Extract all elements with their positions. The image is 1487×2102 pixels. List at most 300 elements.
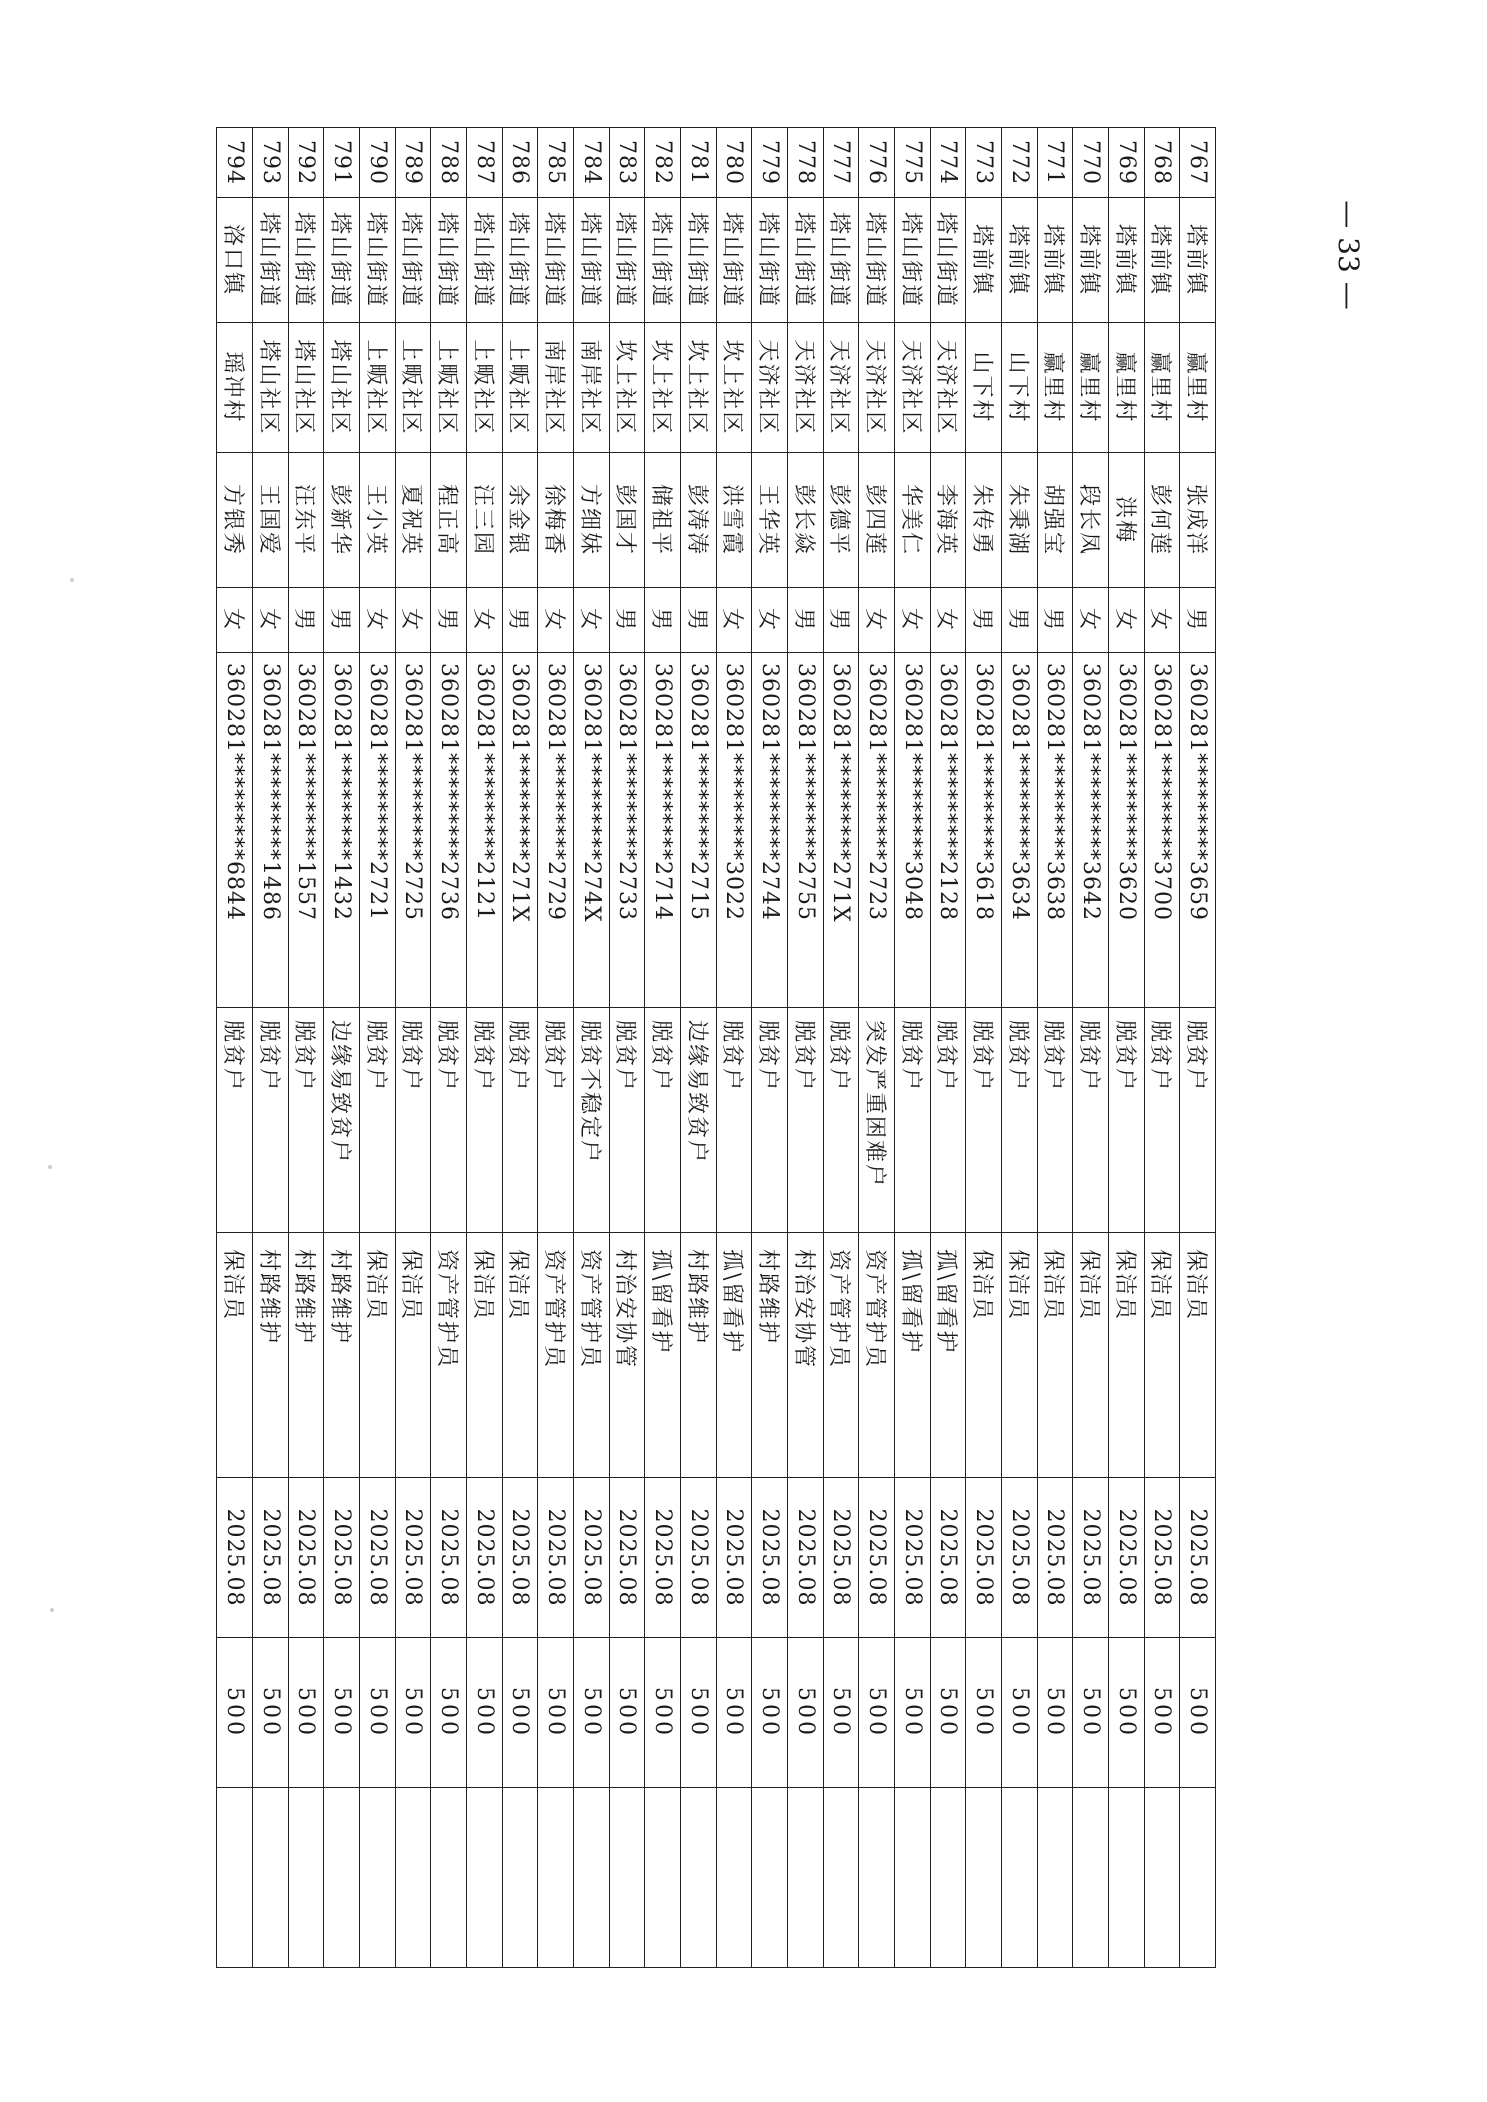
cell-remarks	[966, 1788, 1002, 1968]
cell-gender: 女	[573, 588, 609, 653]
table-row	[1180, 128, 1216, 1968]
cell-date: 2025.08	[894, 1478, 930, 1638]
cell-serial-number: 767	[1180, 128, 1216, 198]
cell-remarks	[1073, 1788, 1109, 1968]
cell-date: 2025.08	[1180, 1478, 1216, 1638]
cell-village: 塔山社区	[288, 323, 324, 453]
cell-person-name: 华美仁	[894, 453, 930, 588]
cell-household-category: 脱贫户	[1037, 1008, 1073, 1233]
cell-remarks	[1037, 1788, 1073, 1968]
cell-person-name: 段长凤	[1073, 453, 1109, 588]
cell-id-number: 360281*********271X	[502, 653, 538, 1008]
cell-job-position: 保洁员	[1001, 1233, 1037, 1478]
cell-date: 2025.08	[502, 1478, 538, 1638]
cell-gender: 男	[645, 588, 681, 653]
cell-village: 上畈社区	[431, 323, 467, 453]
cell-person-name: 夏祝英	[395, 453, 431, 588]
cell-id-number: 360281*********3618	[966, 653, 1002, 1008]
cell-village: 瑶冲村	[217, 323, 253, 453]
cell-id-number: 360281*********3638	[1037, 653, 1073, 1008]
cell-serial-number: 782	[645, 128, 681, 198]
cell-remarks	[859, 1788, 895, 1968]
cell-amount: 500	[645, 1638, 681, 1788]
cell-gender: 女	[252, 588, 288, 653]
cell-id-number: 360281*********1486	[252, 653, 288, 1008]
cell-amount: 500	[288, 1638, 324, 1788]
cell-serial-number: 787	[466, 128, 502, 198]
cell-village: 天济社区	[787, 323, 823, 453]
cell-job-position: 保洁员	[1180, 1233, 1216, 1478]
cell-town: 塔山街道	[431, 198, 467, 323]
cell-gender: 男	[502, 588, 538, 653]
cell-amount: 500	[680, 1638, 716, 1788]
cell-village: 天济社区	[894, 323, 930, 453]
cell-date: 2025.08	[966, 1478, 1002, 1638]
cell-household-category: 脱贫户	[787, 1008, 823, 1233]
cell-gender: 女	[466, 588, 502, 653]
table-row	[752, 128, 788, 1968]
cell-town: 塔山街道	[252, 198, 288, 323]
cell-gender: 女	[859, 588, 895, 653]
table-row	[859, 128, 895, 1968]
table-row	[787, 128, 823, 1968]
cell-household-category: 脱贫户	[894, 1008, 930, 1233]
cell-remarks	[894, 1788, 930, 1968]
cell-gender: 男	[1037, 588, 1073, 653]
cell-date: 2025.08	[217, 1478, 253, 1638]
cell-date: 2025.08	[1073, 1478, 1109, 1638]
cell-job-position: 村路维护	[680, 1233, 716, 1478]
cell-gender: 男	[609, 588, 645, 653]
table-row	[1073, 128, 1109, 1968]
cell-town: 塔前镇	[1037, 198, 1073, 323]
cell-job-position: 保洁员	[1108, 1233, 1144, 1478]
cell-household-category: 脱贫不稳定户	[573, 1008, 609, 1233]
cell-gender: 女	[716, 588, 752, 653]
table-row	[1001, 128, 1037, 1968]
scan-speck	[48, 1165, 52, 1169]
cell-serial-number: 793	[252, 128, 288, 198]
cell-amount: 500	[431, 1638, 467, 1788]
cell-gender: 女	[1144, 588, 1180, 653]
cell-person-name: 汪东平	[288, 453, 324, 588]
cell-gender: 女	[359, 588, 395, 653]
cell-household-category: 脱贫户	[431, 1008, 467, 1233]
cell-id-number: 360281*********2729	[538, 653, 574, 1008]
cell-gender: 女	[1073, 588, 1109, 653]
cell-id-number: 360281*********2725	[395, 653, 431, 1008]
cell-village: 赢里村	[1073, 323, 1109, 453]
cell-job-position: 村路维护	[288, 1233, 324, 1478]
cell-town: 塔山街道	[645, 198, 681, 323]
cell-household-category: 脱贫户	[645, 1008, 681, 1233]
cell-household-category: 脱贫户	[1001, 1008, 1037, 1233]
cell-job-position: 孤\留看护	[716, 1233, 752, 1478]
cell-village: 坎上社区	[716, 323, 752, 453]
cell-amount: 500	[395, 1638, 431, 1788]
table-row	[395, 128, 431, 1968]
cell-serial-number: 768	[1144, 128, 1180, 198]
cell-town: 塔前镇	[966, 198, 1002, 323]
cell-id-number: 360281*********2721	[359, 653, 395, 1008]
cell-gender: 男	[1001, 588, 1037, 653]
table-row	[680, 128, 716, 1968]
cell-village: 山下村	[1001, 323, 1037, 453]
cell-household-category: 脱贫户	[930, 1008, 966, 1233]
cell-id-number: 360281*********2736	[431, 653, 467, 1008]
cell-town: 塔前镇	[1108, 198, 1144, 323]
cell-gender: 男	[431, 588, 467, 653]
cell-town: 塔山街道	[359, 198, 395, 323]
cell-remarks	[252, 1788, 288, 1968]
cell-town: 洛口镇	[217, 198, 253, 323]
cell-household-category: 边缘易致贫户	[324, 1008, 360, 1233]
cell-remarks	[1144, 1788, 1180, 1968]
cell-remarks	[431, 1788, 467, 1968]
cell-person-name: 徐梅香	[538, 453, 574, 588]
cell-town: 塔山街道	[573, 198, 609, 323]
cell-village: 山下村	[966, 323, 1002, 453]
cell-remarks	[466, 1788, 502, 1968]
cell-job-position: 保洁员	[966, 1233, 1002, 1478]
table-row	[1037, 128, 1073, 1968]
cell-town: 塔山街道	[823, 198, 859, 323]
cell-household-category: 脱贫户	[966, 1008, 1002, 1233]
cell-job-position: 保洁员	[217, 1233, 253, 1478]
cell-date: 2025.08	[395, 1478, 431, 1638]
cell-village: 天济社区	[823, 323, 859, 453]
cell-village: 天济社区	[859, 323, 895, 453]
cell-remarks	[217, 1788, 253, 1968]
table-row	[538, 128, 574, 1968]
cell-person-name: 朱秉湖	[1001, 453, 1037, 588]
cell-person-name: 彭涛涛	[680, 453, 716, 588]
cell-remarks	[395, 1788, 431, 1968]
table-row	[716, 128, 752, 1968]
cell-job-position: 孤\留看护	[894, 1233, 930, 1478]
cell-serial-number: 773	[966, 128, 1002, 198]
cell-remarks	[324, 1788, 360, 1968]
cell-household-category: 脱贫户	[395, 1008, 431, 1233]
cell-household-category: 脱贫户	[716, 1008, 752, 1233]
cell-remarks	[502, 1788, 538, 1968]
cell-id-number: 360281*********2723	[859, 653, 895, 1008]
cell-job-position: 保洁员	[1073, 1233, 1109, 1478]
cell-remarks	[716, 1788, 752, 1968]
cell-amount: 500	[466, 1638, 502, 1788]
cell-town: 塔前镇	[1180, 198, 1216, 323]
table-rotator	[216, 127, 1216, 1967]
cell-job-position: 资产管护员	[431, 1233, 467, 1478]
cell-serial-number: 790	[359, 128, 395, 198]
cell-date: 2025.08	[324, 1478, 360, 1638]
cell-serial-number: 785	[538, 128, 574, 198]
cell-remarks	[823, 1788, 859, 1968]
cell-person-name: 彭国才	[609, 453, 645, 588]
cell-serial-number: 786	[502, 128, 538, 198]
cell-amount: 500	[1037, 1638, 1073, 1788]
cell-gender: 女	[395, 588, 431, 653]
cell-date: 2025.08	[288, 1478, 324, 1638]
cell-household-category: 脱贫户	[1144, 1008, 1180, 1233]
cell-amount: 500	[787, 1638, 823, 1788]
table-row	[217, 128, 253, 1968]
cell-id-number: 360281*********2744	[752, 653, 788, 1008]
cell-date: 2025.08	[466, 1478, 502, 1638]
cell-person-name: 方银秀	[217, 453, 253, 588]
cell-town: 塔山街道	[466, 198, 502, 323]
cell-serial-number: 777	[823, 128, 859, 198]
cell-serial-number: 770	[1073, 128, 1109, 198]
cell-person-name: 胡强宝	[1037, 453, 1073, 588]
cell-person-name: 彭何莲	[1144, 453, 1180, 588]
cell-household-category: 脱贫户	[609, 1008, 645, 1233]
cell-person-name: 洪雪霞	[716, 453, 752, 588]
cell-serial-number: 788	[431, 128, 467, 198]
cell-job-position: 保洁员	[502, 1233, 538, 1478]
table-row	[930, 128, 966, 1968]
cell-remarks	[1001, 1788, 1037, 1968]
cell-gender: 男	[288, 588, 324, 653]
cell-date: 2025.08	[930, 1478, 966, 1638]
cell-household-category: 脱贫户	[288, 1008, 324, 1233]
cell-remarks	[680, 1788, 716, 1968]
table-row	[359, 128, 395, 1968]
cell-village: 坎上社区	[609, 323, 645, 453]
cell-household-category: 脱贫户	[1108, 1008, 1144, 1233]
table-row	[645, 128, 681, 1968]
cell-id-number: 360281*********6844	[217, 653, 253, 1008]
cell-job-position: 村治安协管	[609, 1233, 645, 1478]
rotated-table-container	[216, 127, 1216, 1967]
cell-amount: 500	[1073, 1638, 1109, 1788]
cell-date: 2025.08	[716, 1478, 752, 1638]
cell-town: 塔山街道	[716, 198, 752, 323]
cell-village: 赢里村	[1144, 323, 1180, 453]
cell-gender: 男	[823, 588, 859, 653]
cell-gender: 女	[752, 588, 788, 653]
cell-remarks	[787, 1788, 823, 1968]
cell-person-name: 方细妹	[573, 453, 609, 588]
table-row	[466, 128, 502, 1968]
cell-amount: 500	[1001, 1638, 1037, 1788]
cell-amount: 500	[217, 1638, 253, 1788]
cell-village: 赢里村	[1180, 323, 1216, 453]
scan-speck	[70, 578, 74, 582]
cell-job-position: 孤\留看护	[645, 1233, 681, 1478]
cell-household-category: 脱贫户	[359, 1008, 395, 1233]
cell-person-name: 张成洋	[1180, 453, 1216, 588]
cell-person-name: 彭四莲	[859, 453, 895, 588]
cell-gender: 男	[680, 588, 716, 653]
cell-remarks	[1108, 1788, 1144, 1968]
cell-id-number: 360281*********3620	[1108, 653, 1144, 1008]
cell-id-number: 360281*********1557	[288, 653, 324, 1008]
cell-serial-number: 789	[395, 128, 431, 198]
cell-date: 2025.08	[859, 1478, 895, 1638]
cell-amount: 500	[538, 1638, 574, 1788]
cell-person-name: 彭长焱	[787, 453, 823, 588]
cell-amount: 500	[966, 1638, 1002, 1788]
cell-amount: 500	[502, 1638, 538, 1788]
cell-date: 2025.08	[573, 1478, 609, 1638]
cell-amount: 500	[324, 1638, 360, 1788]
cell-job-position: 保洁员	[1144, 1233, 1180, 1478]
cell-town: 塔山街道	[859, 198, 895, 323]
cell-id-number: 360281*********2121	[466, 653, 502, 1008]
cell-town: 塔山街道	[752, 198, 788, 323]
cell-amount: 500	[573, 1638, 609, 1788]
cell-date: 2025.08	[787, 1478, 823, 1638]
table-row	[894, 128, 930, 1968]
cell-id-number: 360281*********3659	[1180, 653, 1216, 1008]
cell-date: 2025.08	[252, 1478, 288, 1638]
cell-job-position: 保洁员	[359, 1233, 395, 1478]
cell-person-name: 程正高	[431, 453, 467, 588]
table-row	[966, 128, 1002, 1968]
cell-household-category: 边缘易致贫户	[680, 1008, 716, 1233]
cell-person-name: 彭新华	[324, 453, 360, 588]
cell-person-name: 彭德平	[823, 453, 859, 588]
cell-village: 上畈社区	[502, 323, 538, 453]
cell-job-position: 资产管护员	[538, 1233, 574, 1478]
cell-amount: 500	[859, 1638, 895, 1788]
cell-village: 南岸社区	[538, 323, 574, 453]
cell-household-category: 脱贫户	[752, 1008, 788, 1233]
cell-serial-number: 780	[716, 128, 752, 198]
cell-person-name: 李海英	[930, 453, 966, 588]
cell-amount: 500	[1180, 1638, 1216, 1788]
cell-remarks	[645, 1788, 681, 1968]
cell-job-position: 资产管护员	[573, 1233, 609, 1478]
cell-id-number: 360281*********3048	[894, 653, 930, 1008]
cell-job-position: 保洁员	[1037, 1233, 1073, 1478]
table-row	[573, 128, 609, 1968]
cell-household-category: 脱贫户	[1180, 1008, 1216, 1233]
cell-job-position: 村治安协管	[787, 1233, 823, 1478]
cell-date: 2025.08	[1037, 1478, 1073, 1638]
cell-amount: 500	[1144, 1638, 1180, 1788]
cell-household-category: 脱贫户	[502, 1008, 538, 1233]
cell-person-name: 王小英	[359, 453, 395, 588]
cell-id-number: 360281*********2715	[680, 653, 716, 1008]
cell-remarks	[538, 1788, 574, 1968]
cell-town: 塔前镇	[1073, 198, 1109, 323]
cell-date: 2025.08	[538, 1478, 574, 1638]
cell-gender: 男	[1180, 588, 1216, 653]
cell-gender: 女	[217, 588, 253, 653]
cell-person-name: 洪梅	[1108, 453, 1144, 588]
cell-job-position: 资产管护员	[823, 1233, 859, 1478]
table-row	[288, 128, 324, 1968]
cell-serial-number: 771	[1037, 128, 1073, 198]
cell-household-category: 脱贫户	[823, 1008, 859, 1233]
cell-person-name: 储祖平	[645, 453, 681, 588]
cell-village: 南岸社区	[573, 323, 609, 453]
cell-job-position: 村路维护	[324, 1233, 360, 1478]
cell-id-number: 360281*********274X	[573, 653, 609, 1008]
cell-id-number: 360281*********271X	[823, 653, 859, 1008]
cell-household-category: 脱贫户	[252, 1008, 288, 1233]
cell-id-number: 360281*********3022	[716, 653, 752, 1008]
cell-amount: 500	[716, 1638, 752, 1788]
cell-town: 塔前镇	[1144, 198, 1180, 323]
cell-job-position: 村路维护	[752, 1233, 788, 1478]
cell-village: 赢里村	[1108, 323, 1144, 453]
cell-village: 塔山社区	[324, 323, 360, 453]
cell-amount: 500	[894, 1638, 930, 1788]
cell-gender: 男	[787, 588, 823, 653]
cell-person-name: 朱传勇	[966, 453, 1002, 588]
cell-remarks	[609, 1788, 645, 1968]
cell-date: 2025.08	[1001, 1478, 1037, 1638]
page-number-container	[1328, 190, 1368, 320]
table-row	[609, 128, 645, 1968]
cell-job-position: 村路维护	[252, 1233, 288, 1478]
cell-date: 2025.08	[1144, 1478, 1180, 1638]
cell-remarks	[573, 1788, 609, 1968]
cell-household-category: 脱贫户	[1073, 1008, 1109, 1233]
cell-serial-number: 778	[787, 128, 823, 198]
cell-household-category: 脱贫户	[538, 1008, 574, 1233]
cell-date: 2025.08	[1108, 1478, 1144, 1638]
cell-job-position: 孤\留看护	[930, 1233, 966, 1478]
cell-village: 坎上社区	[645, 323, 681, 453]
scan-speck	[50, 1608, 54, 1612]
cell-town: 塔山街道	[538, 198, 574, 323]
cell-serial-number: 784	[573, 128, 609, 198]
cell-person-name: 余金银	[502, 453, 538, 588]
cell-remarks	[1180, 1788, 1216, 1968]
cell-village: 上畈社区	[466, 323, 502, 453]
cell-serial-number: 775	[894, 128, 930, 198]
cell-amount: 500	[1108, 1638, 1144, 1788]
cell-gender: 女	[1108, 588, 1144, 653]
cell-town: 塔山街道	[787, 198, 823, 323]
cell-person-name: 王国爱	[252, 453, 288, 588]
cell-amount: 500	[609, 1638, 645, 1788]
cell-town: 塔山街道	[680, 198, 716, 323]
cell-serial-number: 791	[324, 128, 360, 198]
cell-job-position: 保洁员	[395, 1233, 431, 1478]
cell-amount: 500	[752, 1638, 788, 1788]
cell-town: 塔山街道	[395, 198, 431, 323]
cell-person-name: 王华英	[752, 453, 788, 588]
cell-serial-number: 776	[859, 128, 895, 198]
cell-village: 天济社区	[930, 323, 966, 453]
cell-date: 2025.08	[359, 1478, 395, 1638]
cell-id-number: 360281*********3634	[1001, 653, 1037, 1008]
page-number: — 33 —	[1332, 200, 1365, 310]
cell-gender: 女	[538, 588, 574, 653]
cell-town: 塔山街道	[930, 198, 966, 323]
cell-job-position: 保洁员	[466, 1233, 502, 1478]
cell-town: 塔山街道	[502, 198, 538, 323]
cell-household-category: 脱贫户	[217, 1008, 253, 1233]
cell-serial-number: 779	[752, 128, 788, 198]
cell-village: 上畈社区	[395, 323, 431, 453]
beneficiary-table	[216, 127, 1216, 1968]
cell-remarks	[359, 1788, 395, 1968]
cell-serial-number: 781	[680, 128, 716, 198]
cell-id-number: 360281*********3700	[1144, 653, 1180, 1008]
table-row	[1108, 128, 1144, 1968]
cell-date: 2025.08	[609, 1478, 645, 1638]
cell-serial-number: 794	[217, 128, 253, 198]
cell-person-name: 汪三园	[466, 453, 502, 588]
cell-amount: 500	[359, 1638, 395, 1788]
cell-job-position: 资产管护员	[859, 1233, 895, 1478]
